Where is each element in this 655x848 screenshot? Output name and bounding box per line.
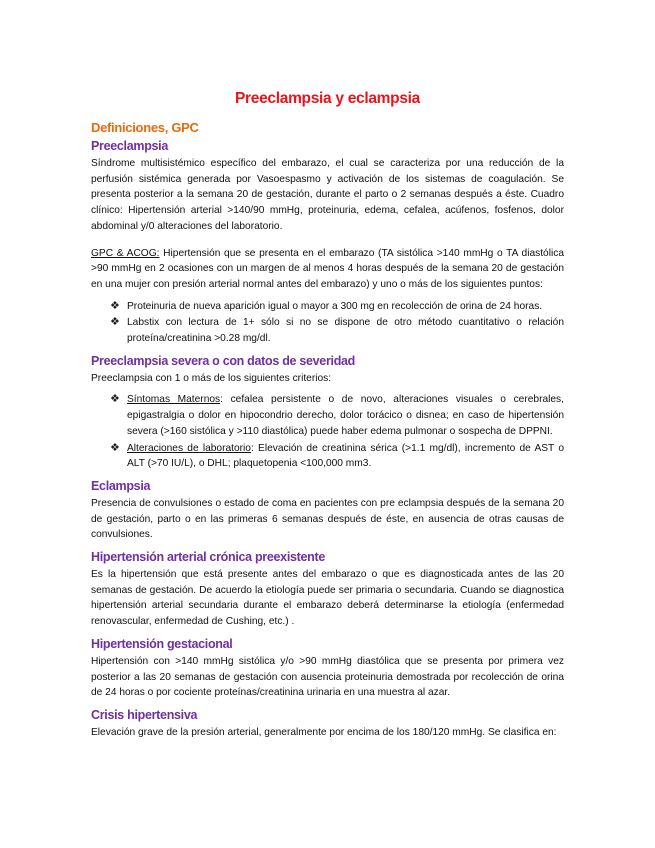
heading-preeclampsia: Preeclampsia: [91, 139, 169, 153]
diamond-bullet-icon: ❖: [110, 299, 120, 312]
list-item: ❖ Síntomas Maternos: cefalea persistente o de novo, alteraciones visuales o cerebrales, epigastralgia o dolor en hipocondrio derecho, dolor torácico o disnea; en caso de hipertensión severa (>160 sistólica y >110 diastólica) puede haber edema pulmonar o sospecha de DPPNI.: [110, 393, 564, 437]
list-item: ❖ Alteraciones de laboratorio: Elevación de creatinina sérica (>1.1 mg/dl), incremento de AST o ALT (>70 IU/L), o DHL; plaquetopenia <100,000 mm3.: [110, 441, 564, 470]
list-item: ❖ Proteinuria de nueva aparición igual o mayor a 300 mg en recolección de orina de 24 horas.: [91, 299, 564, 315]
heading-crisis-hipertensiva: Crisis hipertensiva: [91, 707, 198, 722]
diamond-bullet-icon: ❖: [110, 316, 120, 329]
diamond-bullet-icon: ❖: [110, 441, 120, 454]
preeclampsia-definition: Síndrome multisistémico específico del embarazo, el cual se caracteriza por una reducción de la perfusión sistémica generada por Vasoespasmo y activación de los sistemas de coagulación. Se presenta posterior a la semana 20 de gestación, durante el parto o 2 semanas después a éste. Cuadro clínico: Hipertensión arterial >140/90 mmHg, proteinuria, edema, cefalea, acúfenos, fosfenos, dolor abdominal y/0 alteraciones del laboratorio.: [91, 158, 564, 232]
heading-eclampsia: Eclampsia: [91, 478, 151, 493]
heading-preeclampsia-severa: Preeclampsia severa o con datos de severidad: [91, 353, 356, 368]
diamond-bullet-icon: ❖: [110, 393, 120, 406]
gpc-acog-paragraph: [91, 246, 564, 293]
eclampsia-text: Presencia de convulsiones o estado de coma en pacientes con pre eclampsia después de la semana 20 de gestación, parto o en las primeras 6 semanas después de éste, en ausencia de otras causas de convulsiones.: [91, 497, 564, 541]
heading-hipertension-cronica: Hipertensión arterial crónica preexistente: [91, 550, 326, 565]
severa-criteria-list: [91, 392, 564, 472]
preeclampsia-criteria-list: [91, 299, 564, 347]
gpc-acog-text: Hipertensión que se presenta en el embarazo (TA sistólica >140 mmHg o TA diastólica >90 mmHg en 2 ocasiones con un margen de al menos 4 horas después de la semana 20 de gestación en una mujer con presión arterial normal antes del embarazo) y uno o más de los siguientes puntos:: [91, 247, 565, 290]
cronica-text: Es la hipertensión que está presente antes del embarazo o que es diagnosticada antes de las 20 semanas de gestación. De acuerdo la etiología puede ser primaria o secundaria. Cuando se diagnostica hipertensión arterial secundaria durante el embarazo deberá determinarse la etiología (enfermedad renovascular, enfermedad de Cushing, etc.) .: [91, 569, 564, 628]
severa-bullet-label: Alteraciones de laboratorio: [127, 442, 251, 454]
list-item: ❖ Labstix con lectura de 1+ sólo si no se dispone de otro método cuantitativo o relación proteína/creatinina >0.28 mg/dl.: [110, 316, 564, 345]
page-title: Preeclampsia y eclampsia: [235, 90, 420, 107]
severa-bullet-label: Síntomas Maternos: [127, 394, 221, 406]
gpc-acog-label: GPC & ACOG:: [91, 247, 160, 259]
document-content: [91, 90, 564, 741]
gestacional-text: Hipertensión con >140 mmHg sistólica y/o >90 mmHg diastólica que se presenta por primera vez posterior a las 20 semanas de gestación con ausencia proteinuria demostrada por recolección de orina de 24 horas o por cociente proteínas/creatinina urinaria en una muestra al azar.: [91, 655, 564, 699]
severa-intro: Preeclampsia con 1 o más de los siguientes criterios:: [91, 372, 332, 384]
section-heading-definiciones: Definiciones, GPC: [91, 120, 199, 135]
crisis-text: Elevación grave de la presión arterial, generalmente por encima de los 180/120 mmHg. Se clasifica en:: [91, 726, 557, 738]
heading-hipertension-gestacional: Hipertensión gestacional: [91, 636, 233, 651]
